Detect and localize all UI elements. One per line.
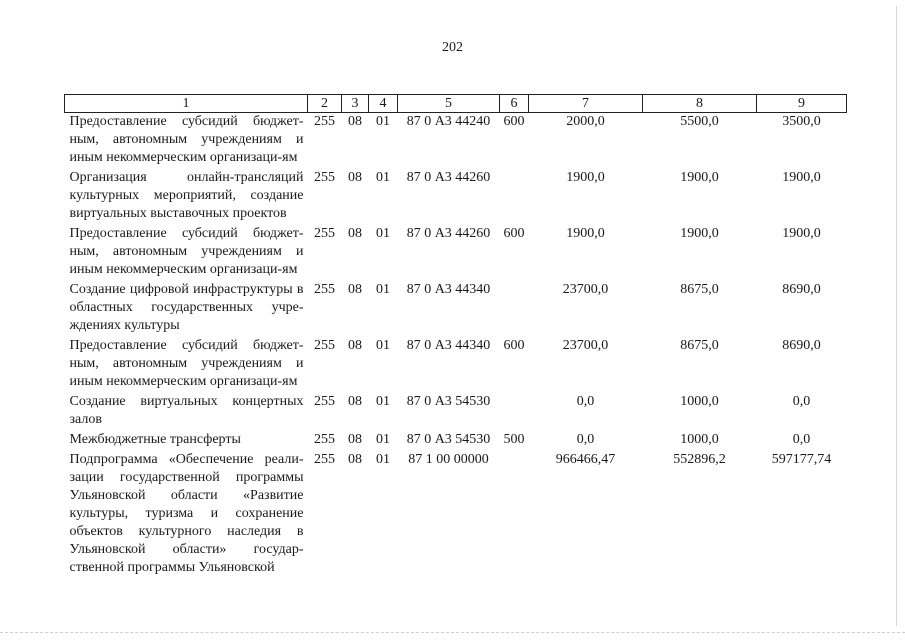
column-header-4: 4 xyxy=(369,95,398,113)
table-row xyxy=(65,169,847,225)
column-header-7: 7 xyxy=(529,95,643,113)
expense-type-cell: 500 xyxy=(503,432,525,447)
table-row xyxy=(65,431,847,451)
row-name-cell: Межбюджетные трансферты xyxy=(69,432,241,447)
table-row xyxy=(65,337,847,393)
column-header-5: 5 xyxy=(398,95,500,113)
expense-type-cell: 600 xyxy=(503,226,525,241)
row-name-cell: Предоставление субсидий бюджет-ным, автономным учреждениям и иным некоммерческим организаци-ям xyxy=(69,226,304,277)
chapter-code-cell: 255 xyxy=(314,282,335,297)
chapter-code-cell: 255 xyxy=(314,170,335,185)
amount-col8-cell: 1000,0 xyxy=(680,394,719,409)
amount-col7-cell: 1900,0 xyxy=(566,226,605,241)
subsection-code-cell: 01 xyxy=(376,394,390,409)
section-code-cell: 08 xyxy=(348,226,362,241)
row-name-cell: Создание цифровой инфраструктуры в областных государственных учре-ждениях культуры xyxy=(69,282,304,333)
subsection-code-cell: 01 xyxy=(376,282,390,297)
target-article-cell: 87 0 А3 44340 xyxy=(406,282,491,297)
subsection-code-cell: 01 xyxy=(376,114,390,129)
target-article-cell: 87 0 А3 54530 xyxy=(406,432,491,447)
target-article-cell: 87 0 А3 44340 xyxy=(406,338,491,353)
amount-col7-cell: 966466,47 xyxy=(555,452,616,467)
target-article-cell: 87 0 А3 44260 xyxy=(406,170,491,185)
section-code-cell: 08 xyxy=(348,114,362,129)
table-header-row xyxy=(65,95,847,113)
chapter-code-cell: 255 xyxy=(314,226,335,241)
section-code-cell: 08 xyxy=(348,338,362,353)
amount-col8-cell: 5500,0 xyxy=(680,114,719,129)
subsection-code-cell: 01 xyxy=(376,452,390,467)
amount-col7-cell: 0,0 xyxy=(576,394,595,409)
table-row xyxy=(65,451,847,579)
subsection-code-cell: 01 xyxy=(376,338,390,353)
chapter-code-cell: 255 xyxy=(314,394,335,409)
expense-type-cell xyxy=(500,169,529,225)
expense-type-cell xyxy=(500,281,529,337)
section-code-cell: 08 xyxy=(348,452,362,467)
subsection-code-cell: 01 xyxy=(376,226,390,241)
target-article-cell: 87 1 00 00000 xyxy=(408,452,489,467)
amount-col9-cell: 3500,0 xyxy=(782,114,821,129)
section-code-cell: 08 xyxy=(348,282,362,297)
table-row xyxy=(65,225,847,281)
expense-type-cell: 600 xyxy=(503,338,525,353)
amount-col7-cell: 23700,0 xyxy=(562,338,609,353)
amount-col7-cell: 1900,0 xyxy=(566,170,605,185)
expense-type-cell xyxy=(500,393,529,431)
subsection-code-cell: 01 xyxy=(376,432,390,447)
amount-col9-cell: 1900,0 xyxy=(782,170,821,185)
column-header-2: 2 xyxy=(308,95,342,113)
chapter-code-cell: 255 xyxy=(314,114,335,129)
column-header-9: 9 xyxy=(757,95,847,113)
chapter-code-cell: 255 xyxy=(314,452,335,467)
amount-col9-cell: 1900,0 xyxy=(782,226,821,241)
row-name-cell: Подпрограмма «Обеспечение реали-зации государственной программы Ульяновской области «Развитие культуры, туризма и сохранение объектов культурного наследия в Ульяновской области» государ-ственной программы Ульяновской xyxy=(69,452,304,575)
section-code-cell: 08 xyxy=(348,394,362,409)
chapter-code-cell: 255 xyxy=(314,432,335,447)
expense-type-cell: 600 xyxy=(503,114,525,129)
column-header-6: 6 xyxy=(500,95,529,113)
amount-col7-cell: 23700,0 xyxy=(562,282,609,297)
page-number: 202 xyxy=(442,40,463,55)
table-row xyxy=(65,281,847,337)
subsection-code-cell: 01 xyxy=(376,170,390,185)
target-article-cell: 87 0 А3 54530 xyxy=(406,394,491,409)
column-header-3: 3 xyxy=(342,95,369,113)
amount-col9-cell: 8690,0 xyxy=(782,338,821,353)
row-name-cell: Организация онлайн-трансляций культурных мероприятий, создание виртуальных выставочных проектов xyxy=(69,170,304,221)
section-code-cell: 08 xyxy=(348,170,362,185)
amount-col8-cell: 552896,2 xyxy=(673,452,726,467)
amount-col8-cell: 8675,0 xyxy=(680,338,719,353)
page-bottom-edge xyxy=(0,632,905,634)
target-article-cell: 87 0 А3 44240 xyxy=(406,114,491,129)
row-name-cell: Предоставление субсидий бюджет-ным, автономным учреждениям и иным некоммерческим организаци-ям xyxy=(69,338,304,389)
target-article-cell: 87 0 А3 44260 xyxy=(406,226,491,241)
amount-col8-cell: 1000,0 xyxy=(680,432,719,447)
table-row xyxy=(65,113,847,170)
amount-col8-cell: 1900,0 xyxy=(680,170,719,185)
row-name-cell: Предоставление субсидий бюджет-ным, автономным учреждениям и иным некоммерческим организаци-ям xyxy=(69,114,304,165)
amount-col8-cell: 1900,0 xyxy=(680,226,719,241)
section-code-cell: 08 xyxy=(348,432,362,447)
amount-col9-cell: 597177,74 xyxy=(771,452,832,467)
row-name-cell: Создание виртуальных концертных залов xyxy=(69,394,304,427)
page-edge xyxy=(896,6,897,626)
column-header-8: 8 xyxy=(643,95,757,113)
amount-col7-cell: 2000,0 xyxy=(566,114,605,129)
amount-col9-cell: 0,0 xyxy=(792,394,811,409)
expense-type-cell xyxy=(500,451,529,579)
amount-col7-cell: 0,0 xyxy=(576,432,595,447)
amount-col9-cell: 0,0 xyxy=(792,432,811,447)
amount-col8-cell: 8675,0 xyxy=(680,282,719,297)
table-row xyxy=(65,393,847,431)
chapter-code-cell: 255 xyxy=(314,338,335,353)
column-header-1: 1 xyxy=(65,95,308,113)
table-body xyxy=(65,113,847,580)
amount-col9-cell: 8690,0 xyxy=(782,282,821,297)
budget-table xyxy=(64,94,847,579)
